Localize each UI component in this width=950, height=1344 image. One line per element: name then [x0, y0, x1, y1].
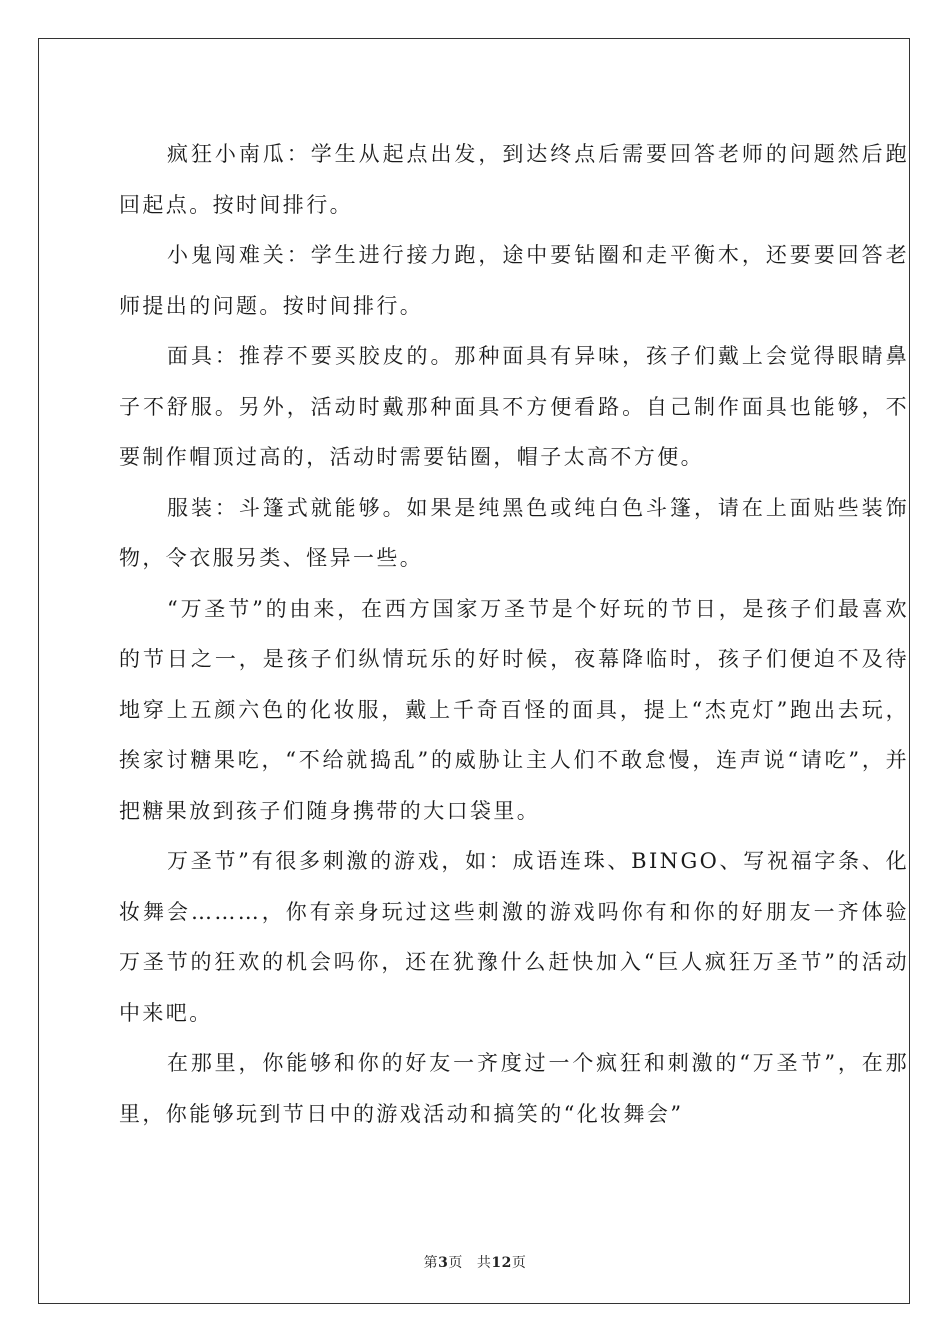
page-total-number: 12 — [491, 1255, 512, 1271]
paragraph-masks: 面具：推荐不要买胶皮的。那种面具有异味，孩子们戴上会觉得眼睛鼻子不舒服。另外，活动时戴那种面具不方便看路。自己制作面具也能够，不要制作帽顶过高的，活动时需要钻圈，帽子太高不方便。 — [119, 344, 909, 469]
page-frame — [38, 38, 910, 1304]
total-unit: 页 — [511, 1255, 527, 1271]
paragraph-costume: 服装：斗篷式就能够。如果是纯黑色或纯白色斗篷，请在上面贴些装饰物，令衣服另类、怪异一些。 — [119, 495, 909, 570]
page-unit: 页 — [448, 1255, 463, 1271]
total-prefix: 共 — [476, 1255, 492, 1271]
document-body — [119, 129, 909, 1139]
paragraph-ghost-challenge: 小鬼闯难关：学生进行接力跑，途中要钻圈和走平衡木，还要要回答老师提出的问题。按时间排行。 — [119, 243, 909, 318]
page-prefix: 第 — [423, 1255, 439, 1271]
paragraph-crazy-pumpkin: 疯狂小南瓜：学生从起点出发，到达终点后需要回答老师的问题然后跑回起点。按时间排行。 — [119, 142, 909, 217]
paragraph-invitation: 在那里，你能够和你的好友一齐度过一个疯狂和刺激的“万圣节”，在那里，你能够玩到节日中的游戏活动和搞笑的“化妆舞会” — [119, 1051, 909, 1126]
paragraph-halloween-origin: “万圣节”的由来，在西方国家万圣节是个好玩的节日，是孩子们最喜欢的节日之一，是孩子们纵情玩乐的好时候，夜幕降临时，孩子们便迫不及待地穿上五颜六色的化妆服，戴上千奇百怪的面具，提上“杰克灯”跑出去玩，挨家讨糖果吃，“不给就捣乱”的威胁让主人们不敢怠慢，连声说“请吃”，并把糖果放到孩子们随身携带的大口袋里。 — [119, 596, 909, 823]
page-current-number: 3 — [438, 1255, 449, 1271]
paragraph-halloween-games: 万圣节”有很多刺激的游戏，如：成语连珠、BINGO、写祝福字条、化妆舞会………，你有亲身玩过这些刺激的游戏吗你有和你的好朋友一齐体验万圣节的狂欢的机会吗你，还在犹豫什么赶快加入“巨人疯狂万圣节”的活动中来吧。 — [119, 849, 909, 1025]
page-footer — [0, 1252, 950, 1272]
